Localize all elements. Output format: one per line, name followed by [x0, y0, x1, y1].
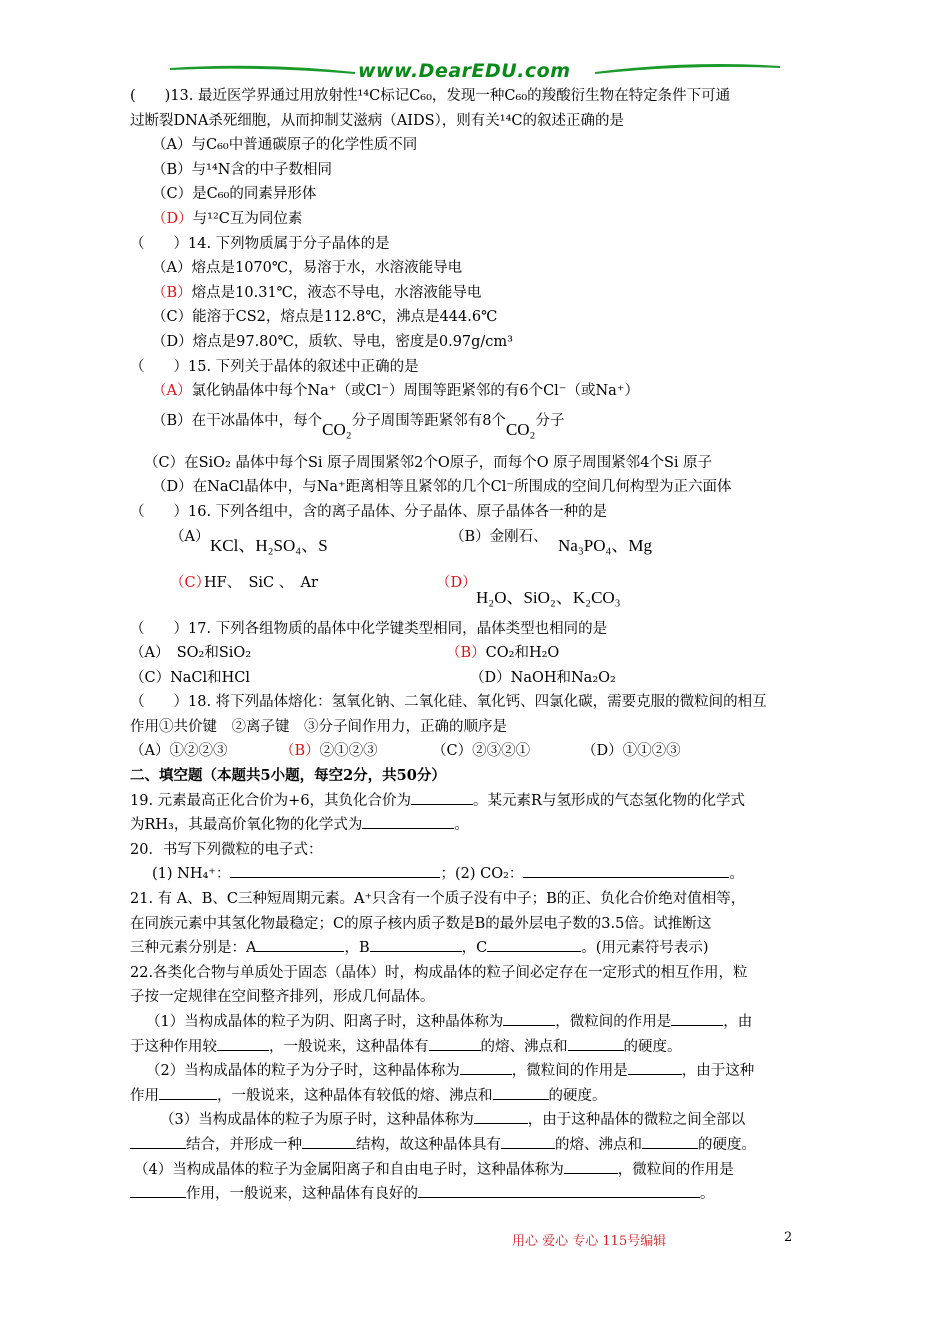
q15-co2-a: CO₂	[322, 419, 352, 439]
q22-s4-blank-2[interactable]	[130, 1183, 186, 1198]
q17-option-a: （A） SO₂和SiO₂	[130, 645, 252, 662]
question-content	[130, 84, 825, 1207]
page-number: 2	[784, 1230, 793, 1245]
q19-text-d: 。	[454, 817, 469, 834]
q15-option-a	[130, 379, 825, 404]
footer-text: 用心 爱心 专心 115号编辑	[512, 1234, 667, 1249]
q22-s2-text-f: 的硬度。	[548, 1087, 607, 1104]
q21-text-c: ，C	[461, 940, 488, 957]
q20-part1-label: (1) NH₄⁺：	[152, 866, 231, 883]
q22-s4-text-b: ，微粒间的作用是	[617, 1161, 734, 1178]
q22-s1-line1	[130, 1010, 825, 1035]
q19-line2	[130, 813, 825, 838]
q22-s1-text-c: ，由	[723, 1014, 753, 1030]
q21-blank-c[interactable]	[487, 937, 581, 952]
q17-option-d: （D）NaOH和Na₂O₂	[470, 669, 616, 686]
q19-text-a: 19. 元素最高正化合价为+6，其负化合价为	[130, 792, 412, 809]
q22-s3-line1	[130, 1108, 825, 1133]
q17-row-ab	[130, 641, 825, 666]
q17-row-cd	[130, 666, 825, 691]
q22-s4-blank-1[interactable]	[564, 1159, 618, 1174]
q16-option-d-label: （D）	[436, 574, 477, 591]
q13-option-b: （B）与¹⁴N含的中子数相同	[152, 161, 332, 178]
q17-answer-label: （B）	[446, 645, 486, 662]
q18-answer-label: （B）	[280, 743, 320, 760]
q22-s2-line1	[130, 1059, 825, 1084]
q14-option-d: （D）熔点是97.80℃，质软、导电，密度是0.97g/cm³	[152, 333, 513, 350]
q22-s4-line1	[130, 1158, 825, 1183]
q13-line1: ( )13. 最近医学界通过用放射性¹⁴C标记C₆₀，发现一种C₆₀的羧酸衍生物在特定条件下可通	[130, 88, 731, 104]
q18-option-b	[280, 739, 378, 760]
q22-s3-text-e: 的熔、沸点和	[555, 1136, 642, 1153]
q22-s3-text-d: 结构，故这种晶体具有	[356, 1136, 501, 1153]
q22-s2-text-b: ，微粒间的作用是	[511, 1063, 628, 1080]
q22-s1-blank-2[interactable]	[671, 1011, 723, 1026]
q15-option-a-text: 氯化钠晶体中每个Na⁺（或Cl⁻）周围等距紧邻的有6个Cl⁻（或Na⁺）	[191, 383, 639, 400]
q22-s2-blank-1[interactable]	[460, 1060, 512, 1075]
q22-s3-blank-3[interactable]	[302, 1134, 356, 1149]
q22-line1: 22.各类化合物与单质处于固态（晶体）时，构成晶体的粒子间必定存在一定形式的相互作用，粒	[130, 964, 748, 981]
q13-line2: 过断裂DNA杀死细胞，从而抑制艾滋病（AIDS），则有关¹⁴C的叙述正确的是	[130, 112, 625, 129]
q17-option-b-text: CO₂和H₂O	[485, 645, 560, 662]
q22-s2-line2	[130, 1084, 825, 1109]
q17-option-c: （C）NaCl和HCl	[130, 669, 251, 686]
q22-s4-line2	[130, 1182, 825, 1207]
q22-line2: 子按一定规律在空间整齐排列，形成几何晶体。	[130, 989, 435, 1006]
q18-line1: （ ）18. 将下列晶体熔化：氢氧化钠、二氧化硅、氧化钙、四氯化碳，需要克服的微粒间的相互	[130, 694, 767, 711]
q21-line3	[130, 936, 825, 961]
q15-option-b	[130, 404, 825, 437]
q22-s1-blank-4[interactable]	[429, 1036, 481, 1051]
q19-line1	[130, 789, 825, 814]
q16-row-cd	[130, 571, 825, 611]
q15-answer-label: （A）	[152, 383, 192, 400]
q22-s2-text-a: （2）当构成晶体的粒子为分子时，这种晶体称为	[146, 1063, 460, 1080]
q15-option-d: （D）在NaCl晶体中，与Na⁺距离相等且紧邻的几个Cl⁻所围成的空间几何构型为正六面体	[152, 479, 732, 496]
q22-s1-text-a: （1）当构成晶体的粒子为阴、阳离子时，这种晶体称为	[146, 1014, 504, 1030]
q15-stem: （ ）15. 下列关于晶体的叙述中正确的是	[130, 358, 419, 375]
q16-option-c-label: （C）	[170, 574, 211, 591]
q18-line2: 作用①共价键 ②离子键 ③分子间作用力，正确的顺序是	[130, 718, 507, 735]
q18-option-b-text: ②①②③	[319, 743, 378, 760]
q22-s3-text-a: （3）当构成晶体的粒子为原子时，这种晶体称为	[160, 1112, 474, 1129]
q22-s2-text-c: ，由于这种	[681, 1063, 755, 1080]
q22-s2-text-d: 作用	[130, 1087, 159, 1104]
q22-s2-blank-4[interactable]	[493, 1085, 549, 1100]
q22-s3-text-b: ，由于这种晶体的微粒之间全部以	[527, 1112, 746, 1129]
q16-option-a-label: （A）	[170, 528, 210, 545]
q22-s3-text-c: 结合，并形成一种	[186, 1136, 302, 1153]
q16-row-ab	[130, 525, 825, 557]
q19-blank-1[interactable]	[411, 790, 473, 805]
q21-line1: 21. 有 A、B、C三种短周期元素。A⁺只含有一个质子没有中子；B的正、负化合价绝对值相等，	[130, 891, 746, 908]
q14-answer-label: （B）	[152, 284, 192, 301]
q22-s1-line2	[130, 1035, 825, 1060]
q13-answer-label: （D）	[152, 210, 193, 227]
q22-s1-blank-1[interactable]	[503, 1011, 555, 1026]
q13-option-d-text: 与¹²C互为同位素	[192, 210, 303, 227]
q22-s3-blank-5[interactable]	[642, 1134, 698, 1149]
q15-option-c: （C）在SiO₂ 晶体中每个Si 原子周围紧邻2个O原子，而每个O 原子周围紧邻4个Si 原子	[144, 454, 713, 471]
q22-s4-text-a: （4）当构成晶体的粒子为金属阳离子和自由电子时，这种晶体称为	[134, 1161, 564, 1178]
q19-text-b: 。某元素R与氢形成的气态氢化物的化学式	[473, 792, 745, 809]
q21-line2: 在同族元素中其氢化物最稳定；C的原子核内质子数是B的最外层电子数的3.5倍。试推断这	[130, 915, 712, 932]
q22-s4-text-d: 。	[700, 1186, 715, 1203]
q18-option-d: （D）①①②③	[582, 743, 681, 760]
q20-end: 。	[729, 866, 744, 883]
q16-stem: （ ）16. 下列各组中，含的离子晶体、分子晶体、原子晶体各一种的是	[130, 503, 608, 520]
q13-option-a: （A）与C₆₀中普通碳原子的化学性质不同	[152, 137, 418, 154]
q20-blank-1[interactable]	[230, 863, 440, 878]
section-2-heading: 二、填空题（本题共5小题，每空2分，共50分）	[130, 767, 446, 785]
q14-option-c: （C）能溶于CS2，熔点是112.8℃，沸点是444.6℃	[152, 309, 498, 326]
q22-s2-blank-3[interactable]	[159, 1085, 217, 1100]
q18-option-a: （A）①②②③	[130, 743, 228, 760]
q22-s2-text-e: ，一般说来，这种晶体有较低的熔、沸点和	[217, 1087, 493, 1104]
q19-text-c: 为RH₃，其最高价氧化物的化学式为	[130, 817, 363, 834]
q21-blank-b[interactable]	[370, 937, 462, 952]
q22-s3-blank-4[interactable]	[501, 1134, 555, 1149]
q22-s3-text-f: 的硬度。	[698, 1136, 756, 1153]
q22-s2-blank-2[interactable]	[628, 1060, 682, 1075]
q15-co2-b: CO₂	[505, 419, 536, 439]
q20-parts	[130, 862, 825, 887]
q22-s1-blank-3[interactable]	[217, 1036, 269, 1051]
q16-option-c-text: HF、 SiC 、 Ar	[204, 574, 318, 591]
q15-b-mid: 分子周围等距紧邻有8个	[351, 412, 506, 429]
q22-s1-blank-5[interactable]	[568, 1036, 624, 1051]
q18-option-c: （C）②③②①	[432, 743, 531, 760]
q14-option-b-text: 熔点是10.31℃，液态不导电，水溶液能导电	[191, 284, 482, 301]
q21-blank-a[interactable]	[256, 937, 344, 952]
q22-s4-text-c: 作用，一般说来，这种晶体有良好的	[186, 1186, 418, 1203]
q17-stem: （ ）17. 下列各组物质的晶体中化学键类型相同，晶体类型也相同的是	[130, 620, 608, 637]
q20-stem: 20．书写下列微粒的电子式：	[130, 841, 323, 858]
q22-s1-text-g: 的硬度。	[623, 1038, 682, 1055]
q15-b-pre: （B）在干冰晶体中，每个	[152, 412, 323, 429]
q21-text-a: 三种元素分别是：A	[130, 940, 257, 957]
q20-blank-2[interactable]	[523, 863, 729, 878]
header-banner	[170, 56, 780, 86]
q19-blank-2[interactable]	[362, 814, 454, 829]
site-logo[interactable]: www.DearEDU.com	[358, 60, 571, 82]
q21-text-b: ，B	[344, 940, 370, 957]
q16-option-b-label: （B）金刚石、	[450, 528, 548, 545]
q18-options	[130, 739, 825, 764]
q22-s1-text-b: ，微粒间的作用是	[555, 1014, 672, 1030]
q22-s3-line2	[130, 1133, 825, 1158]
q17-option-b	[446, 641, 559, 662]
q16-option-a-text: KCl、H₂SO₄、S	[210, 535, 328, 555]
q21-text-d: 。(用元素符号表示)	[581, 940, 709, 957]
q22-s3-blank-2[interactable]	[130, 1134, 186, 1149]
q14-stem: （ ）14. 下列物质属于分子晶体的是	[130, 235, 390, 252]
q13-option-d	[130, 207, 825, 232]
q22-s4-blank-3[interactable]	[418, 1183, 700, 1198]
q13-option-c: （C）是C₆₀的同素异形体	[152, 186, 317, 203]
q20-part2-label: ；(2) CO₂：	[440, 866, 524, 883]
q22-s3-blank-1[interactable]	[474, 1109, 528, 1124]
q22-s1-text-d: 于这种作用较	[130, 1038, 217, 1055]
q14-option-a: （A）熔点是1070℃，易溶于水，水溶液能导电	[152, 260, 463, 277]
q14-option-b	[130, 281, 825, 306]
q16-option-d-text: H₂O、SiO₂、K₂CO₃	[476, 587, 621, 607]
q16-option-b-text: Na₃PO₄、Mg	[558, 535, 653, 555]
q22-s1-text-f: 的熔、沸点和	[480, 1038, 568, 1055]
q15-b-post: 分子	[535, 412, 565, 429]
q22-s1-text-e: ，一般说来，这种晶体有	[269, 1038, 429, 1055]
